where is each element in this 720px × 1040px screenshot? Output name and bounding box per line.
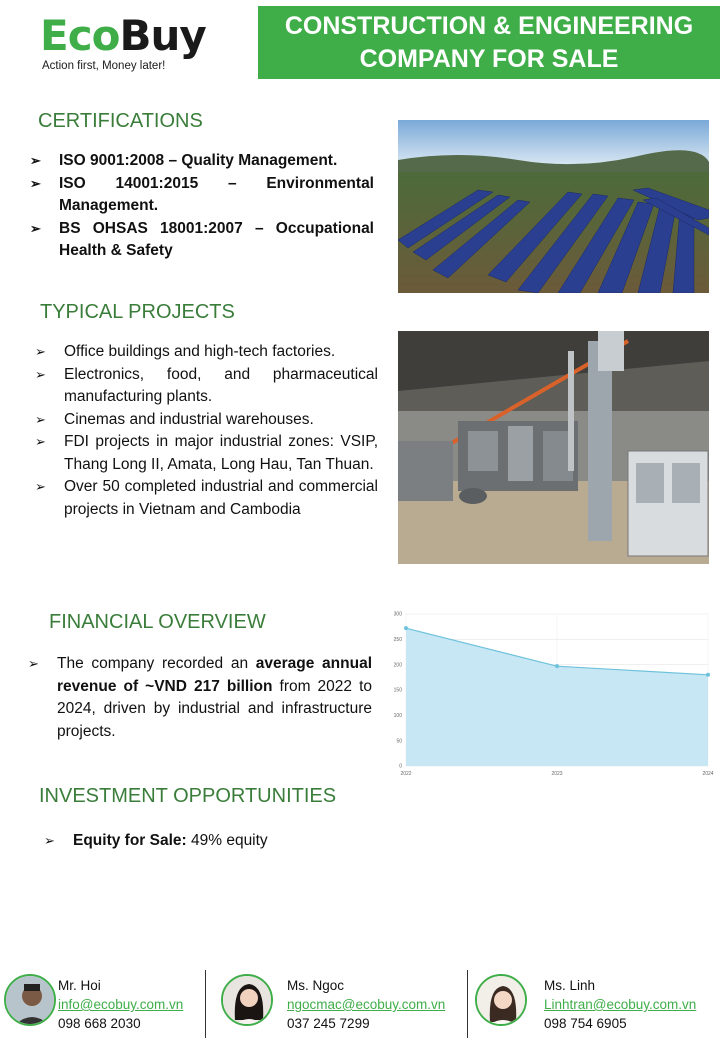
list-item: ➢ ISO 9001:2008 – Quality Management. (30, 150, 374, 173)
arrow-bullet-icon: ➢ (30, 220, 41, 236)
solar-farm-photo (398, 120, 709, 293)
y-tick-label: 150 (393, 687, 402, 694)
avatar (4, 974, 56, 1026)
y-tick-label: 100 (393, 713, 402, 720)
list-item: ➢ BS OHSAS 18001:2007 – Occupational Health & Safety (30, 219, 374, 259)
contact-card-hoi (4, 970, 204, 1036)
contact-divider (467, 970, 468, 1038)
arrow-bullet-icon: ➢ (44, 833, 55, 848)
logo-tagline: Action first, Money later! (42, 60, 166, 72)
logo-wordmark: EcoBuy (40, 11, 206, 60)
x-tick-label: 2023 (551, 771, 563, 777)
list-item: ➢ FDI projects in major industrial zones: VSIP, Thang Long II, Amata, Long Hau, Tan Thuan. (35, 433, 378, 473)
avatar (221, 974, 273, 1026)
avatar (475, 974, 527, 1026)
contact-phone: 098 668 2030 (58, 1016, 141, 1031)
y-tick-label: 50 (396, 738, 402, 745)
banner-line-1: CONSTRUCTION & ENGINEERING (284, 12, 694, 40)
contact-divider (205, 970, 206, 1038)
x-tick-label: 2024 (702, 771, 714, 777)
arrow-bullet-icon: ➢ (30, 153, 41, 168)
list-item: ➢ Office buildings and high-tech factories. (35, 341, 378, 364)
list-item: ➢ Over 50 completed industrial and commercial projects in Vietnam and Cambodia (35, 478, 378, 518)
contact-phone: 098 754 6905 (544, 1016, 627, 1031)
arrow-bullet-icon: ➢ (35, 366, 46, 382)
y-tick-label: 200 (393, 662, 402, 669)
contact-email-link[interactable]: Linhtran@ecobuy.com.vn (544, 997, 697, 1012)
arrow-bullet-icon: ➢ (35, 411, 46, 427)
ecobuy-logo (40, 11, 210, 74)
data-point (404, 626, 408, 630)
data-point (555, 664, 559, 668)
list-item: ➢ The company recorded an average annual revenue of ~VND 217 billion from 2022 to 2024, driven by industrial and infrastructure projects. (28, 655, 373, 740)
contact-details (544, 976, 696, 1033)
certifications-list (30, 150, 374, 263)
list-item: ➢ Equity for Sale: 49% equity (44, 830, 444, 853)
arrow-bullet-icon: ➢ (28, 656, 39, 671)
arrow-bullet-icon: ➢ (35, 434, 46, 449)
y-tick-label: 0 (399, 763, 402, 770)
certifications-title: CERTIFICATIONS (38, 110, 203, 132)
financial-title: FINANCIAL OVERVIEW (49, 611, 266, 633)
title-banner (258, 6, 720, 79)
contact-details (58, 976, 183, 1033)
contact-details (287, 976, 445, 1033)
y-tick-label: 300 (393, 611, 402, 618)
contact-name: Ms. Linh (544, 978, 596, 993)
contact-name: Ms. Ngoc (287, 978, 345, 993)
banner-line-2: COMPANY FOR SALE (359, 45, 619, 73)
list-item: ➢ Cinemas and industrial warehouses. (35, 409, 378, 432)
x-tick-label: 2022 (400, 771, 412, 777)
y-tick-label: 250 (393, 637, 402, 644)
arrow-bullet-icon: ➢ (35, 344, 46, 359)
investment-list (44, 830, 444, 853)
data-point (706, 673, 710, 677)
contact-email-link[interactable]: info@ecobuy.com.vn (58, 997, 184, 1012)
investment-title: INVESTMENT OPPORTUNITIES (39, 785, 337, 807)
contact-name: Mr. Hoi (58, 978, 101, 993)
contact-email-link[interactable]: ngocmac@ecobuy.com.vn (287, 997, 446, 1012)
contact-card-ngoc (221, 970, 466, 1036)
revenue-area-chart (380, 606, 716, 782)
financial-list (28, 653, 372, 743)
list-item: ➢ ISO 14001:2015 – Environmental Management. (30, 174, 374, 214)
arrow-bullet-icon: ➢ (35, 479, 46, 494)
contact-phone: 037 245 7299 (287, 1016, 370, 1031)
contact-card-linh (475, 970, 715, 1036)
arrow-bullet-icon: ➢ (30, 175, 41, 191)
projects-list (35, 341, 378, 521)
list-item: ➢ Electronics, food, and pharmaceutical manufacturing plants. (35, 365, 378, 405)
factory-interior-photo (398, 331, 709, 564)
projects-title: TYPICAL PROJECTS (40, 301, 235, 323)
